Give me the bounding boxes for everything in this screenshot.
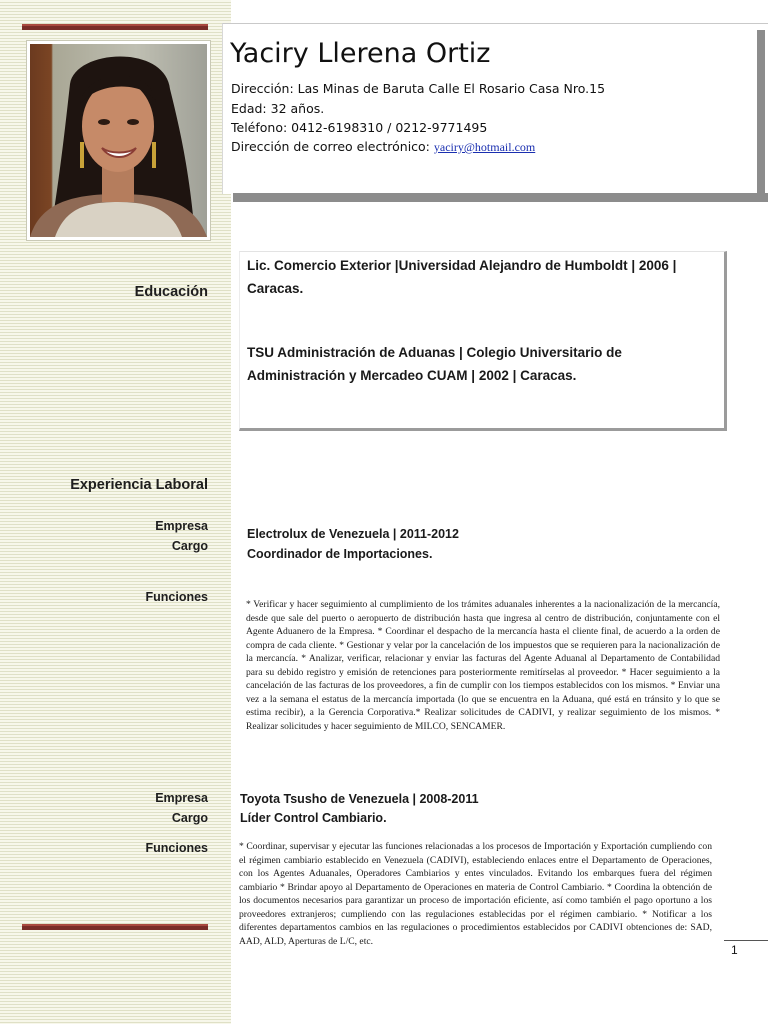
email-label: Dirección de correo electrónico: <box>231 139 430 154</box>
job-2-functions: * Coordinar, supervisar y ejecutar las funciones relacionadas a los procesos de Importación y Exportación cumpliendo con el régimen cambiario establecido en Venezuela (CADIVI), estableciendo enlaces entre el Departamento de Operaciones, con los Agentes Aduanales, Operadores Cambiarios y entes vinculados. Evitando los embarques fuera del régimen cambiario * Brindar apoyo al Departamento de Operaciones en materia de Control Cambiario. * Coordina la obtención de los documentos necesarios para garantizar un proceso de importación eficiente, así como también el pago oportuno a los proveedores extranjeros; cumpliendo con las regulaciones establecidas por el régimen cambiario. * Notificar a los diferentes departamentos cambios en las regulaciones o procedimientos establecidos por CADIVI obtenciones de: SAD, AAD, ALD, Aperturas de L/C, etc. <box>239 841 712 947</box>
job-1-role: Coordinador de Importaciones. <box>247 547 433 561</box>
education-entry-2-line-1: TSU Administración de Aduanas | Colegio Universitario de <box>247 345 622 360</box>
portrait-image <box>30 44 207 237</box>
bottom-divider-rule <box>22 924 208 930</box>
header-card-shadow-bottom <box>233 193 768 202</box>
job-2-empresa-label: Empresa <box>155 791 208 805</box>
experience-section-label: Experiencia Laboral <box>70 477 208 493</box>
education-entry-1-line-2: Caracas. <box>247 281 304 296</box>
age-line: Edad: 32 años. <box>231 101 325 116</box>
page-number: 1 <box>731 943 738 957</box>
job-2-funciones-label: Funciones <box>145 841 208 855</box>
education-entry-1-line-1: Lic. Comercio Exterior |Universidad Alejandro de Humboldt | 2006 | <box>247 258 677 273</box>
job-1-empresa-label: Empresa <box>155 519 208 533</box>
email-line <box>231 139 535 155</box>
education-entry-2-line-2: Administración y Mercadeo CUAM | 2002 | Caracas. <box>247 368 577 383</box>
header-card-shadow-right <box>757 30 765 200</box>
job-1-cargo-label: Cargo <box>171 539 208 553</box>
job-2-cargo-label: Cargo <box>171 811 208 825</box>
profile-photo <box>27 41 210 240</box>
job-2-company: Toyota Tsusho de Venezuela | 2008-2011 <box>240 792 479 806</box>
page-number-rule <box>724 940 768 941</box>
job-1-company: Electrolux de Venezuela | 2011-2012 <box>247 527 459 541</box>
top-divider-rule <box>22 24 208 30</box>
address-line: Dirección: Las Minas de Baruta Calle El Rosario Casa Nro.15 <box>231 81 606 96</box>
job-1-funciones-label: Funciones <box>145 590 208 604</box>
education-section-label: Educación <box>134 284 208 300</box>
candidate-name: Yaciry Llerena Ortiz <box>230 38 491 69</box>
phone-line: Teléfono: 0412-6198310 / 0212-9771495 <box>231 120 488 135</box>
email-link[interactable]: yaciry@hotmail.com <box>433 140 536 154</box>
job-1-functions: * Verificar y hacer seguimiento al cumplimiento de los trámites aduanales inherentes a la nacionalización de la mercancía, desde que sale del puerto o aeropuerto de distribución hasta que ingresa al centro de distribución, conjuntamente con el Agente Aduanero de la Empresa. * Coordinar el despacho de la mercancía hasta el cliente final, de acuerdo a la orden de compra de cada cliente. * Gestionar y velar por la cancelación de los impuestos que se requieren para la nacionalización de la mercancía. * Analizar, verificar, relacionar y enviar las facturas del Agente Aduanal al Departamento de Contabilidad para su debido registro y emisión de retenciones para posteriormente remitírselas al proveedor. * Hacer seguimiento a la cancelación de las facturas de los proveedores, a fin de cumplir con los tiempos establecidos con los mismos. * Enviar una vez a la semana el estatus de la mercancía importada (lo que se encuentra en la Aduana, qué está en tránsito y lo que se estima recibir), a la Gerencia Corporativa.* Realizar solicitudes de CADIVI, y realizar seguimiento de los mismos. * Realizar solicitudes y hacer seguimiento de MILCO, SENCAMER. <box>246 599 720 732</box>
job-2-role: Líder Control Cambiario. <box>240 811 387 825</box>
